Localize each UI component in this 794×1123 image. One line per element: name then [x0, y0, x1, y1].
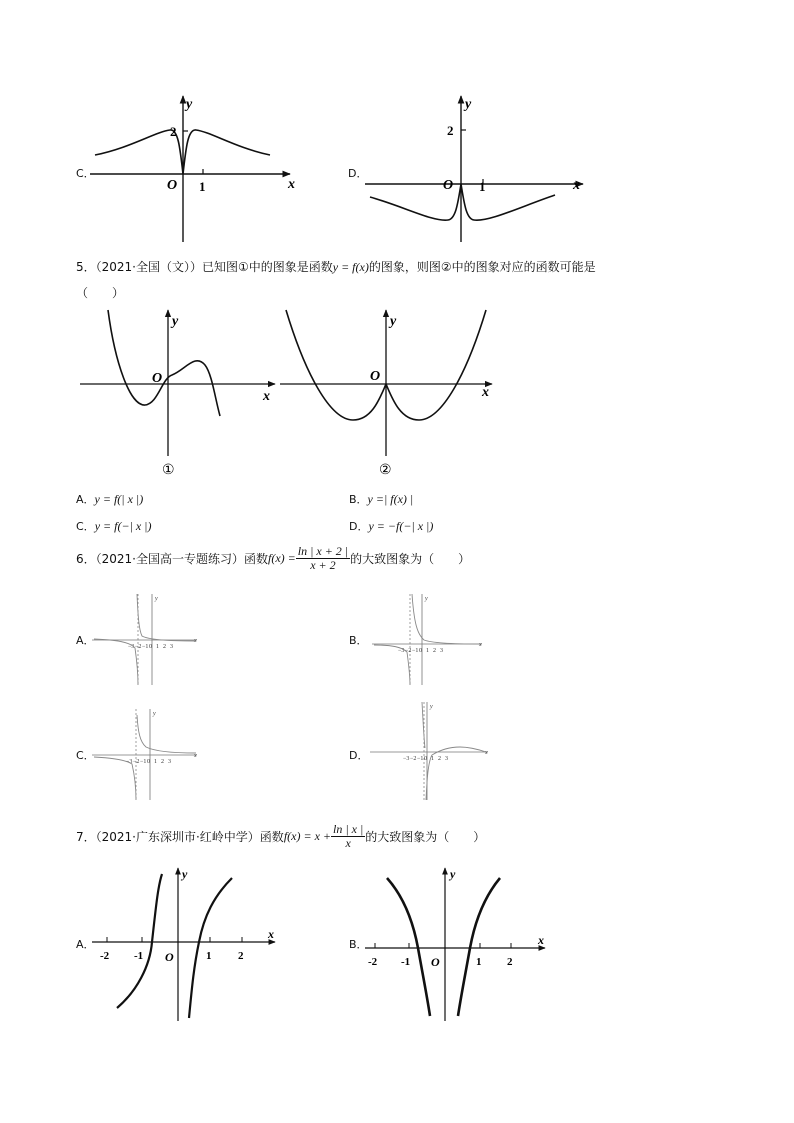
- q6-option-b[interactable]: B．: [349, 634, 368, 647]
- svg-text:O: O: [443, 178, 454, 193]
- svg-text:-2: -2: [368, 956, 378, 968]
- tick-label: 2: [163, 644, 166, 650]
- q5-option-b[interactable]: B．y =| f(x) |: [349, 492, 414, 506]
- svg-text:2: 2: [238, 950, 244, 962]
- tick-label: 3: [440, 648, 443, 654]
- svg-text:O: O: [431, 955, 440, 969]
- x-label: x: [479, 642, 482, 648]
- tick-label: 0: [419, 648, 422, 654]
- q5-graph-1: [80, 308, 280, 478]
- q7-graph-b: [365, 866, 555, 1026]
- svg-text:y: y: [450, 867, 456, 881]
- x-label: x: [288, 177, 295, 192]
- tick-2: 2: [170, 124, 177, 139]
- figure-label-2: ②: [379, 463, 392, 478]
- tick-label: 0: [424, 756, 427, 762]
- tick-label: 1: [154, 759, 157, 765]
- tick-label: 0: [149, 644, 152, 650]
- option-c-label: C．: [76, 167, 95, 180]
- q5-option-a[interactable]: A．y = f(| x |): [76, 492, 144, 506]
- tick-label: 2: [161, 759, 164, 765]
- figure-label-1: ①: [162, 463, 175, 478]
- q5-stem: 5．（2021·全国（文））已知图①中的图象是函数y = f(x)的图象，则图②中的图象对应的函数可能是: [76, 260, 596, 274]
- tick-label: −3: [403, 756, 410, 762]
- q6-option-d[interactable]: D．: [349, 749, 369, 762]
- y-label: y: [186, 97, 193, 112]
- x-label: x: [194, 753, 197, 759]
- q6-option-a[interactable]: A．: [76, 634, 95, 647]
- curve: [422, 702, 425, 748]
- tick-label: 3: [168, 759, 171, 765]
- y-label: y: [425, 596, 428, 602]
- tick-label: 1: [156, 644, 159, 650]
- tick-label: −1: [140, 759, 147, 765]
- tick-label: −2: [133, 759, 140, 765]
- q6-graph-b: [372, 592, 487, 687]
- svg-text:-1: -1: [134, 950, 144, 962]
- q7-stem: 7．（2021·广东深圳市·红岭中学）函数f(x) = x + $\frac{\ln | x |}{x}$ 的大致图象为（ ）: [76, 822, 486, 850]
- svg-text:-2: -2: [100, 950, 110, 962]
- svg-text:x: x: [268, 927, 274, 941]
- svg-text:2: 2: [447, 123, 454, 138]
- x-label: x: [485, 750, 488, 756]
- y-label: y: [430, 704, 433, 710]
- tick-label: 2: [433, 648, 436, 654]
- q6-option-c[interactable]: C．: [76, 749, 95, 762]
- svg-text:O: O: [165, 950, 174, 964]
- tick-label: 1: [426, 648, 429, 654]
- tick-label: 2: [438, 756, 441, 762]
- tick-label: −1: [417, 756, 424, 762]
- svg-text:-1: -1: [401, 956, 411, 968]
- tick-label: −2: [135, 644, 142, 650]
- svg-text:O: O: [152, 371, 163, 386]
- svg-text:y: y: [172, 314, 179, 329]
- tick-1: 1: [199, 179, 206, 194]
- q6-graph-d: [370, 700, 490, 805]
- q4-graph-d: [365, 92, 590, 247]
- curve-left: [117, 874, 162, 1008]
- q4-graph-c: [90, 92, 310, 247]
- tick-label: −3: [128, 644, 135, 650]
- svg-text:x: x: [263, 389, 270, 404]
- y-label: y: [153, 711, 156, 717]
- svg-text:1: 1: [206, 950, 212, 962]
- tick-label: 3: [445, 756, 448, 762]
- curve-right: [458, 878, 500, 1016]
- svg-text:1: 1: [476, 956, 482, 968]
- curve: [137, 715, 196, 753]
- svg-text:O: O: [370, 369, 381, 384]
- origin-label: O: [167, 178, 178, 193]
- svg-text:x: x: [573, 178, 580, 193]
- curve-right: [189, 878, 232, 1018]
- q5-option-d[interactable]: D．y = −f(−| x |): [349, 519, 434, 533]
- curve: [137, 594, 196, 641]
- tick-label: −1: [412, 648, 419, 654]
- tick-label: 1: [431, 756, 434, 762]
- q7-option-a[interactable]: A．: [76, 938, 95, 951]
- option-d-label: D．: [348, 167, 368, 180]
- tick-label: −3: [398, 648, 405, 654]
- tick-label: 3: [170, 644, 173, 650]
- svg-text:y: y: [390, 314, 397, 329]
- q6-graph-a: [92, 592, 202, 687]
- q7-option-b[interactable]: B．: [349, 938, 368, 951]
- q5-paren: （ ）: [76, 286, 125, 300]
- y-label: y: [155, 596, 158, 602]
- svg-text:x: x: [482, 385, 489, 400]
- q7-graph-a: [92, 866, 282, 1026]
- svg-text:y: y: [182, 867, 188, 881]
- svg-text:2: 2: [507, 956, 513, 968]
- svg-text:x: x: [538, 933, 544, 947]
- q5-graph-2: [280, 308, 500, 478]
- tick-label: −2: [410, 756, 417, 762]
- svg-text:1: 1: [479, 179, 486, 194]
- q6-stem: 6．（2021·全国高一专题练习）函数f(x) = $\frac{\ln | x + 2 |}{x + 2}$ 的大致图象为（ ）: [76, 544, 471, 572]
- curve: [108, 310, 220, 416]
- q6-graph-c: [92, 707, 202, 802]
- tick-label: −1: [142, 644, 149, 650]
- q5-option-c[interactable]: C．y = f(−| x |): [76, 519, 152, 533]
- tick-label: −2: [405, 648, 412, 654]
- curve: [426, 747, 486, 800]
- x-label: x: [194, 638, 197, 644]
- tick-label: −3: [126, 759, 133, 765]
- tick-label: 0: [147, 759, 150, 765]
- svg-text:y: y: [465, 97, 472, 112]
- curve: [370, 184, 555, 220]
